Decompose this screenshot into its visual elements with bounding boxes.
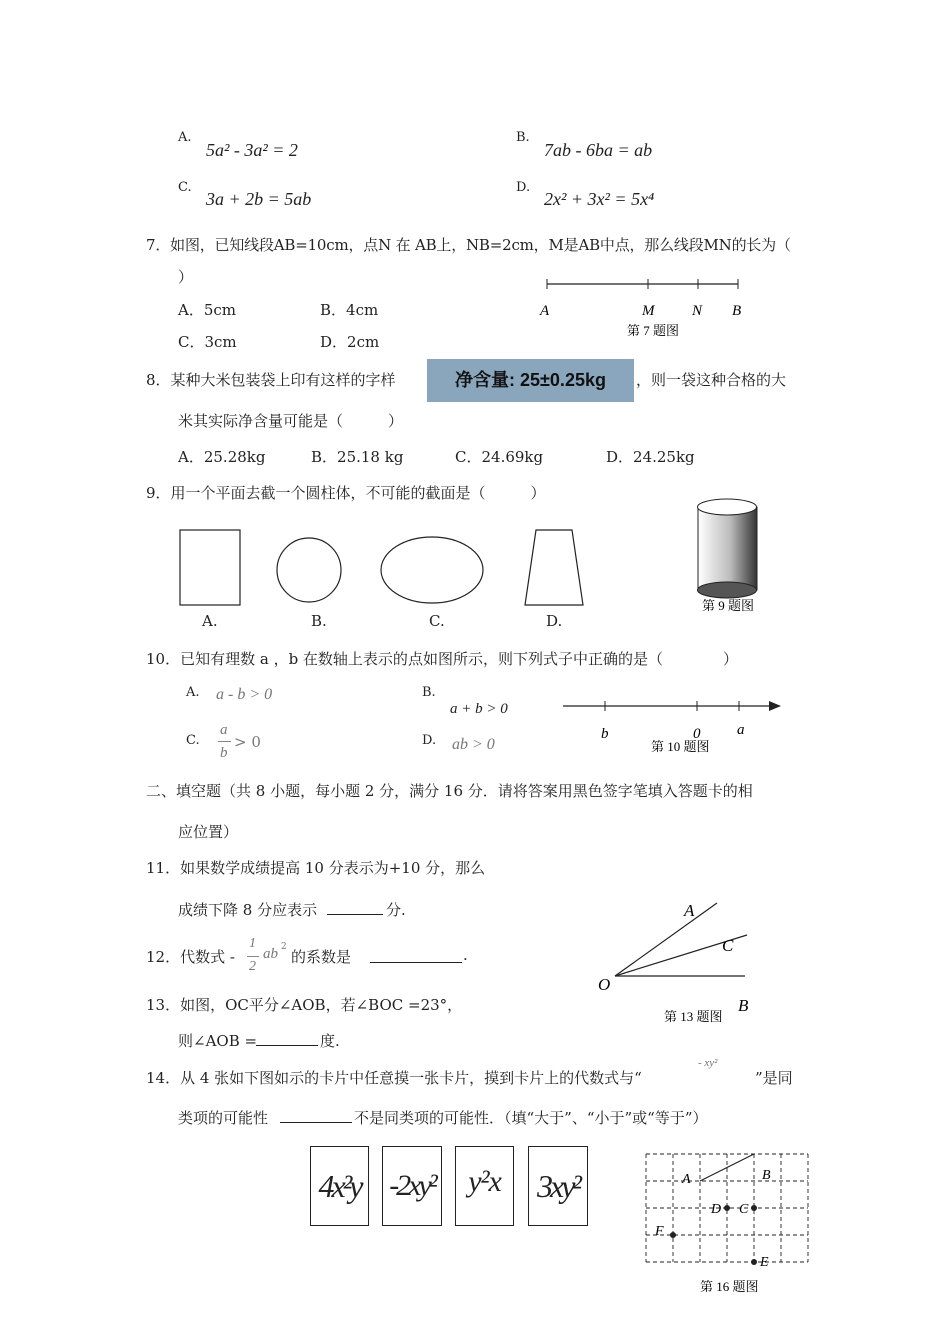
- q10-fraction-bar: [218, 741, 231, 742]
- q13-point-o: O: [598, 975, 611, 994]
- q6-option-c: 3a + 2b = 5ab: [206, 189, 312, 209]
- q7-option-b: B．4cm: [320, 301, 379, 319]
- q16-grid-figure: [640, 1150, 815, 1300]
- q10-point-b: b: [601, 726, 609, 742]
- q14-line2-pre: 类项的可能性: [178, 1109, 269, 1127]
- cylinder-bottom: [698, 582, 757, 598]
- q14-expression: - xy²: [698, 1057, 718, 1069]
- q16-point-d: D: [711, 1202, 722, 1217]
- q9-option-d: D.: [546, 612, 563, 630]
- net-weight-label-image: 净含量: 25±0.25kg: [427, 359, 634, 402]
- q12-exponent: 2: [281, 942, 287, 952]
- trapezoid-shape: [525, 530, 583, 605]
- q12-term: ab: [263, 946, 278, 962]
- q6-option-a: 5a² - 3a² = 2: [206, 140, 298, 160]
- q11-line2-post: 分.: [386, 901, 406, 919]
- q12-answer-blank: [370, 962, 462, 963]
- q10-point-0: 0: [693, 726, 701, 742]
- q7-point-a: A: [540, 303, 550, 319]
- cylinder-top: [698, 499, 757, 515]
- q9-option-b: B.: [311, 612, 327, 630]
- ellipse-shape: [381, 537, 483, 603]
- q10-option-b-label: B.: [422, 685, 436, 700]
- q10-option-c-relation: > 0: [234, 733, 261, 751]
- q10-option-c-numerator: a: [220, 722, 228, 738]
- rectangle-shape: [180, 530, 240, 605]
- q13-line2-post: 度.: [320, 1032, 340, 1050]
- q7-stem: 7．如图，已知线段AB=10cm，点N 在 AB上，NB=2cm，M是AB中点，那么线段MN的长为（: [146, 236, 791, 254]
- card-4: [528, 1146, 588, 1226]
- q12-frac-denominator: 2: [249, 959, 256, 974]
- q9-stem: 9．用一个平面去截一个圆柱体，不可能的截面是（ ）: [146, 484, 546, 502]
- q6-option-c-label: C.: [178, 180, 192, 195]
- q9-option-c: C.: [429, 612, 445, 630]
- q10-option-a-label: A.: [186, 685, 200, 700]
- q11-line2-pre: 成绩下降 8 分应表示: [178, 901, 318, 919]
- q13-line2-pre: 则∠AOB =: [178, 1032, 258, 1050]
- q16-point-c: C: [739, 1202, 749, 1217]
- q13-angle-figure: [590, 893, 765, 1028]
- q7-option-a: A．5cm: [178, 301, 237, 319]
- section2-header-line2: 应位置）: [178, 823, 239, 841]
- q6-option-b-label: B.: [516, 130, 530, 145]
- q8-option-c: C．24.69kg: [455, 448, 544, 466]
- cylinder-body: [698, 507, 757, 590]
- q12-end: .: [463, 946, 468, 964]
- card-1-expression: 4x²y: [318, 1168, 361, 1204]
- q7-option-d: D．2cm: [320, 333, 380, 351]
- card-4-expression: 3xy²: [537, 1168, 579, 1204]
- q14-answer-blank: [280, 1122, 352, 1123]
- q10-number-line-figure: [555, 690, 790, 760]
- q10-option-c-denominator: b: [220, 745, 228, 761]
- q7-segment-figure: [530, 270, 760, 345]
- q12-fraction-bar: [247, 956, 259, 957]
- q13-answer-blank: [256, 1045, 318, 1046]
- q10-option-b: a + b > 0: [450, 701, 508, 717]
- q7-point-n: N: [692, 303, 703, 319]
- q6-option-b: 7ab - 6ba = ab: [544, 140, 653, 160]
- q16-caption: 第 16 题图: [700, 1279, 759, 1294]
- q10-option-c-label: C.: [186, 733, 200, 748]
- q10-caption: 第 10 题图: [651, 739, 710, 754]
- q12-frac-numerator: 1: [249, 936, 256, 951]
- number-line-arrow: [769, 701, 781, 711]
- q8-option-d: D．24.25kg: [606, 448, 695, 466]
- point-c: [751, 1205, 757, 1211]
- q8-stem-cont: 米其实际净含量可能是（ ）: [178, 412, 404, 430]
- q16-point-e: E: [760, 1255, 769, 1270]
- q8-stem-post: ，则一袋这种合格的大: [636, 371, 787, 389]
- q10-option-d: ab > 0: [452, 736, 495, 753]
- card-2: [382, 1146, 442, 1226]
- q6-option-d: 2x² + 3x² = 5x⁴: [544, 189, 655, 209]
- q7-point-b: B: [732, 303, 742, 319]
- q13-line1: 13．如图，OC平分∠AOB，若∠BOC =23°，: [146, 996, 463, 1014]
- q7-point-m: M: [642, 303, 655, 319]
- q10-point-a: a: [737, 722, 745, 738]
- q8-option-b: B．25.18 kg: [311, 448, 404, 466]
- circle-shape: [277, 538, 341, 602]
- q12-post: 的系数是: [291, 948, 352, 966]
- q9-option-a: A.: [202, 612, 218, 630]
- q14-line2-post: 不是同类项的可能性．（填“大于”、“小于”或“等于”）: [354, 1109, 708, 1127]
- q14-line1-pre: 14．从 4 张如下图如示的卡片中任意摸一张卡片，摸到卡片上的代数式与“: [146, 1069, 642, 1087]
- q7-stem-cont: ）: [178, 268, 194, 286]
- card-3-expression: y²x: [468, 1165, 501, 1198]
- q13-caption: 第 13 题图: [664, 1009, 723, 1024]
- q13-point-c: C: [722, 936, 734, 955]
- q8-stem-pre: 8．某种大米包装袋上印有这样的字样: [146, 371, 396, 389]
- q13-point-b: B: [738, 996, 749, 1015]
- point-e: [751, 1259, 757, 1265]
- point-f: [670, 1232, 676, 1238]
- q6-option-d-label: D.: [516, 180, 531, 195]
- q16-point-b: B: [762, 1168, 771, 1183]
- card-3: [455, 1146, 514, 1226]
- q6-option-a-label: A.: [178, 130, 192, 145]
- q12-pre: 12．代数式 -: [146, 948, 235, 966]
- section2-header-line1: 二、填空题（共 8 小题，每小题 2 分，满分 16 分．请将答案用黑色签字笔填入答题卡的相: [146, 782, 753, 800]
- q10-option-a: a - b > 0: [216, 686, 273, 703]
- q7-option-c: C．3cm: [178, 333, 237, 351]
- q10-option-d-label: D.: [422, 733, 437, 748]
- q16-point-a: A: [682, 1172, 691, 1187]
- card-1: [310, 1146, 369, 1226]
- q7-caption: 第 7 题图: [627, 323, 680, 338]
- point-d: [724, 1205, 730, 1211]
- q11-line1: 11．如果数学成绩提高 10 分表示为+10 分，那么: [146, 859, 486, 877]
- q13-point-a: A: [684, 901, 695, 920]
- card-2-expression: -2xy²: [389, 1169, 435, 1202]
- q10-stem: 10．已知有理数 a ，b 在数轴上表示的点如图所示，则下列式子中正确的是（ ）: [146, 650, 738, 668]
- q9-caption: 第 9 题图: [702, 598, 755, 613]
- q9-cross-sections-figure: [170, 490, 790, 635]
- q11-answer-blank: [327, 914, 383, 915]
- q8-option-a: A．25.28kg: [178, 448, 266, 466]
- q16-point-f: F: [655, 1224, 664, 1239]
- q14-line1-post: ”是同: [755, 1069, 793, 1087]
- ray-oa: [615, 903, 717, 976]
